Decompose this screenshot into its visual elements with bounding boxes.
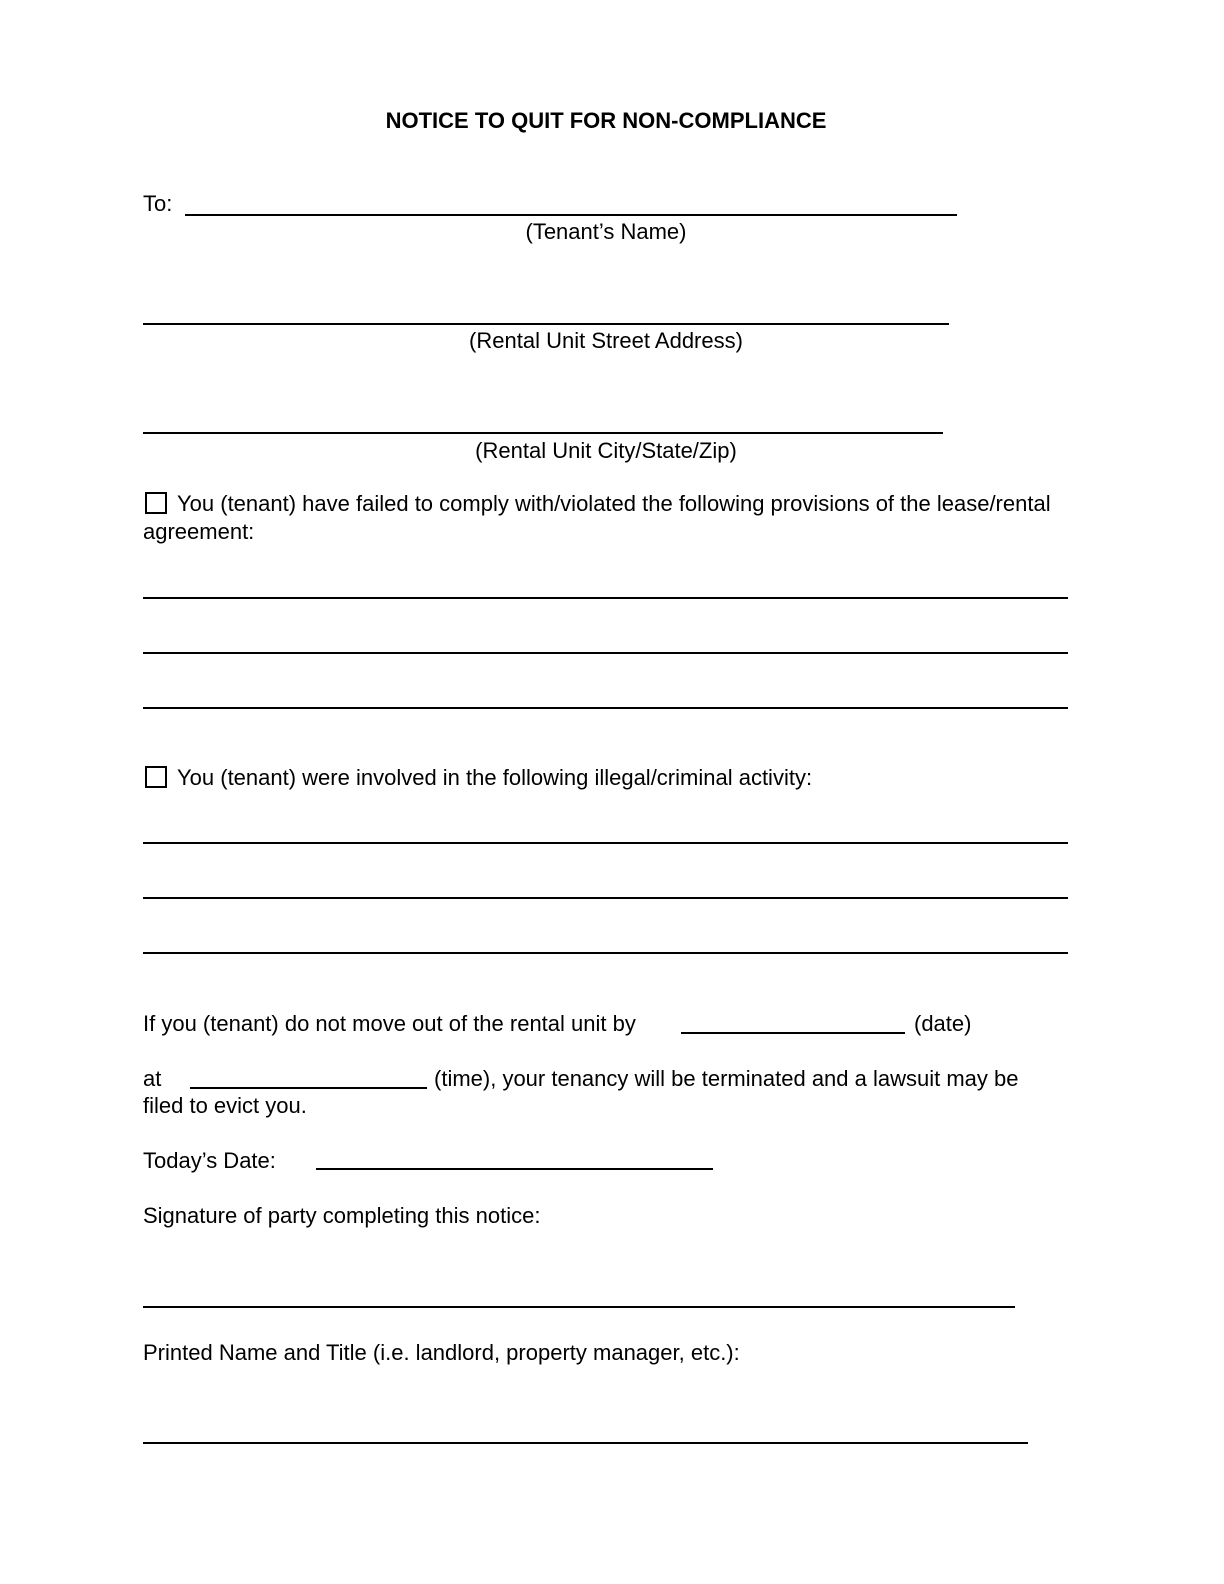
signature-label: Signature of party completing this notice: [143,1203,541,1228]
time-text: (time), your tenancy will be terminated and a lawsuit may be [434,1066,1019,1091]
page-title: NOTICE TO QUIT FOR NON-COMPLIANCE [385,108,827,133]
criminal-activity-checkbox[interactable] [145,766,167,788]
todays-date-label: Today’s Date: [143,1148,276,1173]
violation-detail-line-2[interactable] [143,652,1068,654]
criminal-detail-line-2[interactable] [143,897,1068,899]
violation-option-label: You (tenant) have failed to comply with/violated the following provisions of the lease/rental agreement: [143,491,1051,544]
todays-date-field[interactable] [316,1168,713,1170]
criminal-detail-line-3[interactable] [143,952,1068,954]
criminal-activity-label: You (tenant) were involved in the following illegal/criminal activity: [177,765,813,790]
city-state-zip-caption: (Rental Unit City/State/Zip) [475,438,737,463]
moveout-prefix: If you (tenant) do not move out of the rental unit by [143,1011,636,1036]
tenant-name-field[interactable] [185,214,957,216]
moveout-date-field[interactable] [681,1032,905,1034]
violation-detail-line-3[interactable] [143,707,1068,709]
printed-name-field[interactable] [143,1442,1028,1444]
moveout-time-field[interactable] [190,1087,427,1089]
to-label: To: [143,191,173,216]
time-text-cont: filed to evict you. [143,1093,307,1118]
city-state-zip-field[interactable] [143,432,943,434]
violation-detail-line-1[interactable] [143,597,1068,599]
street-address-caption: (Rental Unit Street Address) [469,328,743,353]
signature-field[interactable] [143,1306,1015,1308]
criminal-detail-line-1[interactable] [143,842,1068,844]
date-suffix: (date) [914,1011,972,1036]
printed-name-label: Printed Name and Title (i.e. landlord, property manager, etc.): [143,1340,740,1365]
tenant-name-caption: (Tenant’s Name) [525,219,687,244]
at-label: at [143,1066,162,1091]
street-address-field[interactable] [143,323,949,325]
